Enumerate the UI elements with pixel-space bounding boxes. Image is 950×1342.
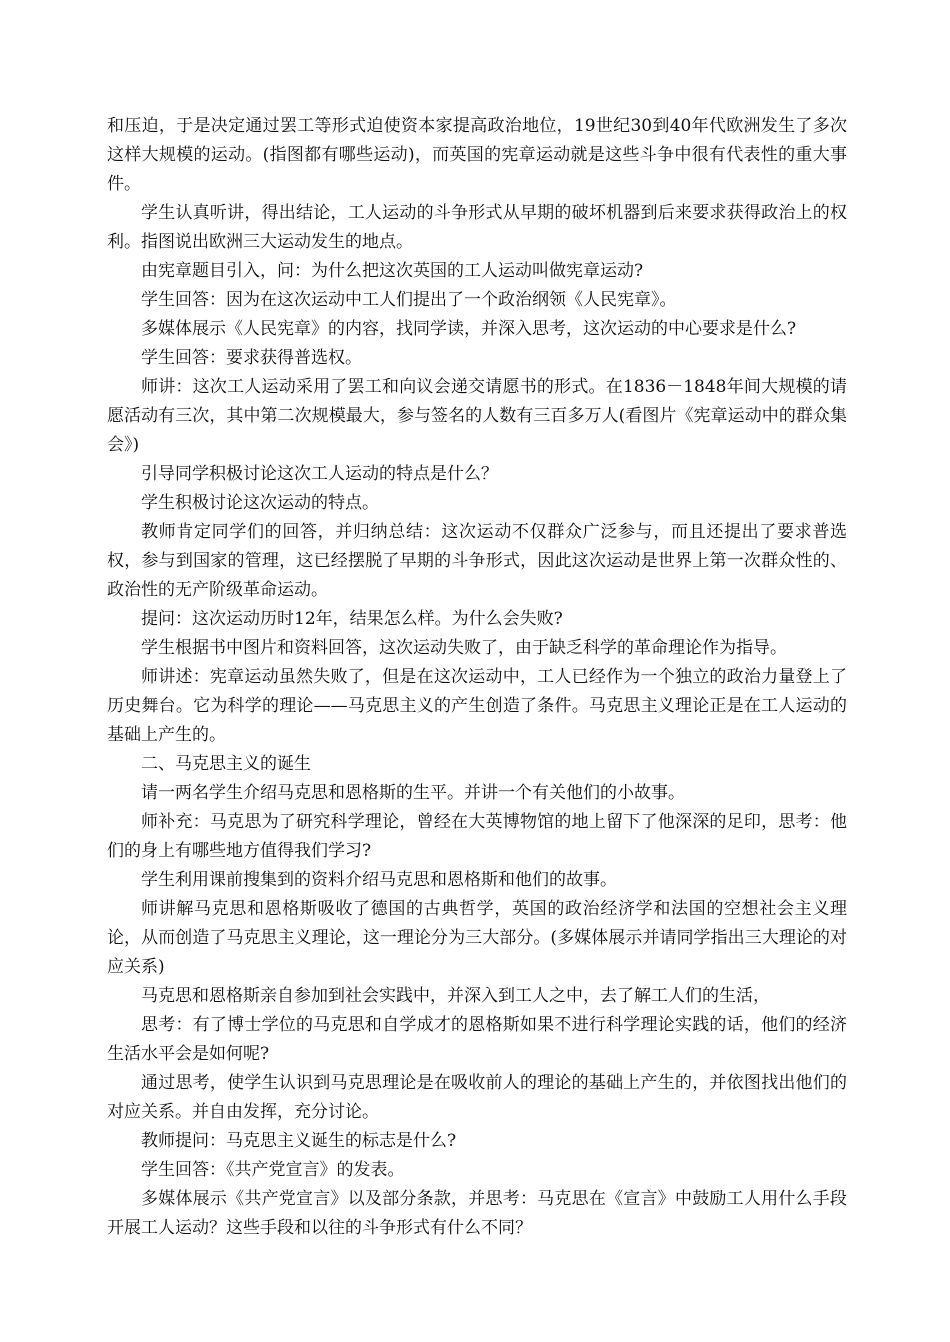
document-page (107, 112, 847, 1243)
paragraph-3: 由宪章题目引入，问：为什么把这次英国的工人运动叫做宪章运动? (141, 261, 644, 281)
paragraph-23: 学生回答：《共产党宣言》的发表。 (141, 1160, 405, 1180)
paragraph-9: 学生积极讨论这次运动的特点。 (141, 493, 379, 513)
paragraph-20: 思考：有了博士学位的马克思和自学成才的恩格斯如果不进行科学理论实践的话，他们的经济生活水平会是如何呢? (107, 1015, 847, 1064)
paragraph-16: 师补充：马克思为了研究科学理论，曾经在大英博物馆的地上留下了他深深的足印，思考：他们的身上有哪些地方值得我们学习? (107, 812, 847, 861)
paragraph-24: 多媒体展示《共产党宣言》以及部分条款，并思考：马克思在《宣言》中鼓励工人用什么手段开展工人运动？这些手段和以往的斗争形式有什么不同？ (107, 1189, 847, 1238)
paragraph-17: 学生利用课前搜集到的资料介绍马克思和恩格斯和他们的故事。 (141, 870, 617, 890)
paragraph-7: 师讲：这次工人运动采用了罢工和向议会递交请愿书的形式。在1836－1848年间大规模的请愿活动有三次，其中第二次规模最大，参与签名的人数有三百多万人(看图片《宪章运动中的群众集会》) (107, 377, 847, 455)
paragraph-21: 通过思考，使学生认识到马克思理论是在吸收前人的理论的基础上产生的，并依图找出他们的对应关系。并自由发挥，充分讨论。 (107, 1073, 847, 1122)
paragraph-5: 多媒体展示《人民宪章》的内容，找同学读，并深入思考，这次运动的中心要求是什么? (141, 319, 797, 339)
paragraph-13: 师讲述：宪章运动虽然失败了，但是在这次运动中，工人已经作为一个独立的政治力量登上了历史舞台。它为科学的理论——马克思主义的产生创造了条件。马克思主义理论正是在工人运动的基础上产生的。 (107, 667, 847, 745)
paragraph-1: 和压迫，于是决定通过罢工等形式迫使资本家提高政治地位，19世纪30到40年代欧洲发生了多次这样大规模的运动。(指图都有哪些运动)，而英国的宪章运动就是这些斗争中很有代表性的重大事件。 (107, 116, 847, 194)
paragraph-15: 请一两名学生介绍马克思和恩格斯的生平。并讲一个有关他们的小故事。 (141, 783, 685, 803)
paragraph-19: 马克思和恩格斯亲自参加到社会实践中，并深入到工人之中，去了解工人们的生活， (141, 986, 770, 1006)
paragraph-12: 学生根据书中图片和资料回答，这次运动失败了，由于缺乏科学的革命理论作为指导。 (141, 638, 787, 658)
paragraph-6: 学生回答：要求获得普选权。 (141, 348, 362, 368)
paragraph-11: 提问：这次运动历时12年，结果怎么样。为什么会失败? (141, 609, 563, 629)
paragraph-4: 学生回答：因为在这次运动中工人们提出了一个政治纲领《人民宪章》。 (141, 290, 677, 310)
paragraph-2: 学生认真听讲，得出结论，工人运动的斗争形式从早期的破坏机器到后来要求获得政治上的权利。指图说出欧洲三大运动发生的地点。 (107, 203, 847, 252)
section-heading: 二、马克思主义的诞生 (141, 754, 311, 774)
paragraph-22: 教师提问：马克思主义诞生的标志是什么? (141, 1131, 457, 1151)
paragraph-8: 引导同学积极讨论这次工人运动的特点是什么？ (141, 464, 498, 484)
paragraph-18: 师讲解马克思和恩格斯吸收了德国的古典哲学，英国的政治经济学和法国的空想社会主义理论，从而创造了马克思主义理论，这一理论分为三大部分。(多媒体展示并请同学指出三大理论的对应关系) (107, 899, 847, 977)
paragraph-10: 教师肯定同学们的回答，并归纳总结：这次运动不仅群众广泛参与，而且还提出了要求普选权，参与到国家的管理，这已经摆脱了早期的斗争形式，因此这次运动是世界上第一次群众性的、政治性的无产阶级革命运动。 (107, 522, 847, 600)
